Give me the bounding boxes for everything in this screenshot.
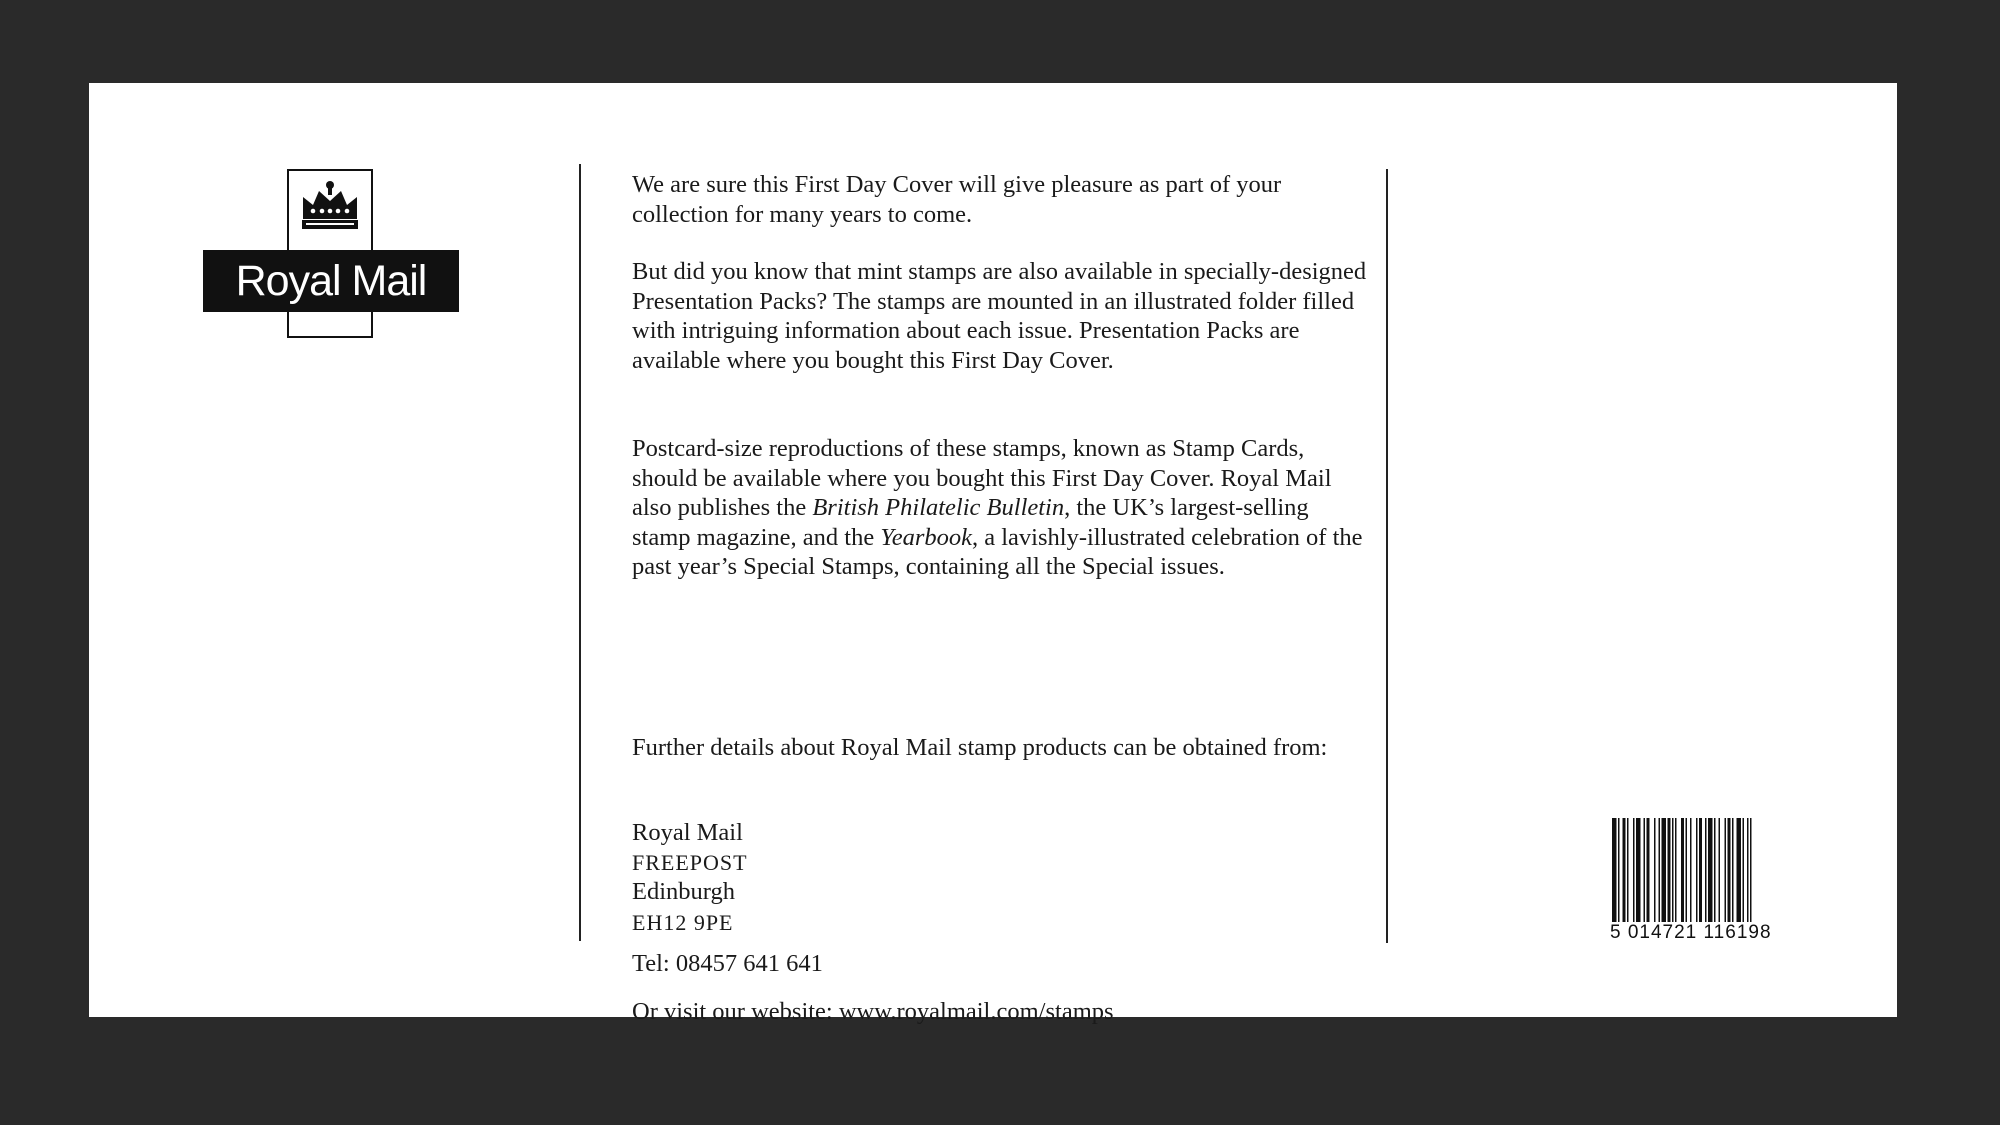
barcode-bar xyxy=(1623,818,1626,922)
address-name: Royal Mail xyxy=(632,819,743,846)
barcode-bar xyxy=(1659,818,1661,922)
barcode-bar xyxy=(1743,818,1745,922)
barcode-bar xyxy=(1690,818,1692,922)
barcode-bar xyxy=(1633,818,1635,922)
barcode-bar xyxy=(1681,818,1684,922)
barcode xyxy=(1610,818,1824,953)
barcode-bar xyxy=(1647,818,1650,922)
website-line: Or visit our website: www.royalmail.com/stamps xyxy=(632,998,1114,1025)
logo-wordmark: Royal Mail xyxy=(203,250,459,312)
yearbook-title: Yearbook xyxy=(880,523,972,551)
column-divider-right xyxy=(1386,169,1388,943)
stamp-cards-text: Postcard-size reproductions of these stamps, known as Stamp Cards, should be available where you bought this First Day Cover. Royal Mail also publishes the xyxy=(632,435,1332,521)
telephone-number: Tel: 08457 641 641 xyxy=(632,950,823,977)
barcode-bar xyxy=(1708,818,1713,922)
barcode-bar xyxy=(1719,818,1721,922)
barcode-bar xyxy=(1644,818,1646,922)
barcode-bar xyxy=(1750,818,1752,922)
first-day-cover-back xyxy=(89,83,1897,1025)
barcode-bar xyxy=(1699,818,1702,922)
barcode-bar xyxy=(1636,818,1641,922)
barcode-number: 5 014721 116198 xyxy=(1610,922,1772,943)
barcode-bar xyxy=(1654,818,1656,922)
bulletin-title: British Philatelic Bulletin xyxy=(812,494,1065,521)
barcode-bar xyxy=(1747,818,1749,922)
further-details-paragraph: Further details about Royal Mail stamp products can be obtained from: xyxy=(632,734,1328,761)
crown-icon xyxy=(297,179,363,235)
stamp-cards-text-3: , a lavishly-illustrated celebration of the past year’s Special Stamps, containing all the Special issues. xyxy=(632,523,1363,580)
barcode-bar xyxy=(1737,818,1742,922)
barcode-bar xyxy=(1627,818,1629,922)
barcode-bar xyxy=(1725,818,1727,922)
intro-paragraph: We are sure this First Day Cover will give pleasure as part of your collection for many years to come. xyxy=(632,171,1282,228)
royal-mail-logo xyxy=(203,169,459,426)
column-divider-left xyxy=(579,164,581,941)
stamp-cards-paragraph xyxy=(632,434,1372,582)
address-postcode: EH12 9PE xyxy=(632,910,734,935)
barcode-bar xyxy=(1675,818,1677,922)
address-freepost: FREEPOST xyxy=(632,850,748,875)
barcode-bar xyxy=(1696,818,1698,922)
barcode-bar xyxy=(1686,818,1688,922)
address-city: Edinburgh xyxy=(632,878,735,905)
presentation-packs-paragraph: But did you know that mint stamps are also available in specially-designed Presentation Packs? The stamps are mounted in an illustrated folder filled with intriguing information about each issue. Presentation Packs are available where you bought this First Day Cover. xyxy=(632,258,1367,374)
barcode-bar xyxy=(1672,818,1674,922)
barcode-bar xyxy=(1618,818,1620,922)
barcode-bar xyxy=(1662,818,1667,922)
barcode-bars xyxy=(1610,818,1824,922)
barcode-bar xyxy=(1714,818,1716,922)
barcode-bar xyxy=(1612,818,1617,922)
barcode-bar xyxy=(1732,818,1734,922)
barcode-bar xyxy=(1705,818,1707,922)
barcode-bar xyxy=(1668,818,1671,922)
barcode-bar xyxy=(1728,818,1731,922)
stamp-cards-text-2: , the UK’s largest-selling stamp magazine, and the xyxy=(632,494,1309,551)
